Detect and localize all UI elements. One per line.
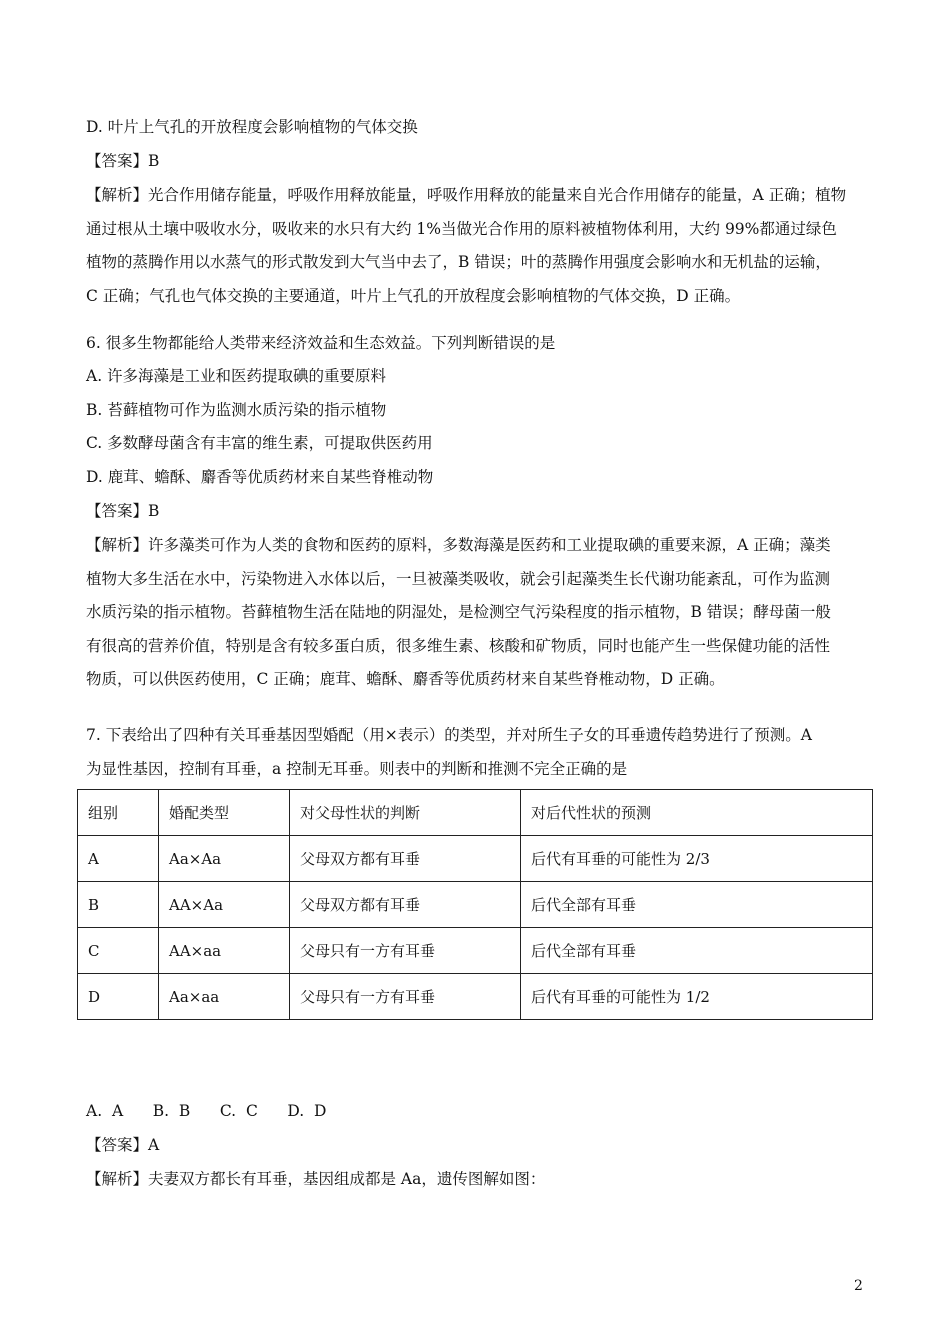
q6-option-c: C. 多数酵母菌含有丰富的维生素，可提取供医药用: [86, 434, 433, 452]
q6-explanation-line: 物质，可以供医药使用，C 正确；鹿茸、蟾酥、麝香等优质药材来自某些脊椎动物，D 正确。: [86, 670, 725, 689]
q7-stem: [86, 719, 876, 786]
table-cell: 后代有耳垂的可能性为 1/2: [521, 974, 873, 1020]
table-header-row: [78, 790, 873, 836]
table-row: [78, 882, 873, 928]
table-header-cell: 婚配类型: [159, 790, 290, 836]
table-row: [78, 928, 873, 974]
q6-explanation-line: 有很高的营养价值，特别是含有较多蛋白质，很多维生素、核酸和矿物质，同时也能产生一些保健功能的活性: [86, 636, 831, 655]
table-cell: Aa×Aa: [159, 836, 290, 882]
table-cell: A: [78, 836, 159, 882]
table-row: [78, 836, 873, 882]
q5-explanation-line: C 正确；气孔也气体交换的主要通道，叶片上气孔的开放程度会影响植物的气体交换，D 正确。: [86, 286, 741, 305]
q5-explanation-line: 植物的蒸腾作用以水蒸气的形式散发到大气当中去了，B 错误；叶的蒸腾作用强度会影响水和无机盐的运输，: [86, 253, 831, 272]
table-header-cell: 对父母性状的判断: [290, 790, 521, 836]
q5-explanation: [86, 179, 876, 313]
table-cell: 父母双方都有耳垂: [290, 882, 521, 928]
q5-answer: 【答案】B: [86, 152, 160, 170]
table-cell: 后代全部有耳垂: [521, 882, 873, 928]
q5-explanation-line: 【解析】光合作用储存能量，呼吸作用释放能量，呼吸作用释放的能量来自光合作用储存的能量，A 正确；植物: [86, 186, 847, 204]
table-cell: 父母只有一方有耳垂: [290, 928, 521, 974]
q6-answer: 【答案】B: [86, 502, 160, 520]
table-cell: 后代全部有耳垂: [521, 928, 873, 974]
q7-stem-line: 为显性基因，控制有耳垂，a 控制无耳垂。则表中的判断和推测不完全正确的是: [86, 759, 628, 778]
table-cell: AA×Aa: [159, 882, 290, 928]
table-row: [78, 974, 873, 1020]
q6-option-b: B. 苔藓植物可作为监测水质污染的指示植物: [86, 401, 387, 419]
q6-explanation-line: 水质污染的指示植物。苔藓植物生活在陆地的阴湿处，是检测空气污染程度的指示植物，B 错误；酵母菌一般: [86, 603, 831, 622]
q6-explanation-line: 【解析】许多藻类可作为人类的食物和医药的原料，多数海藻是医药和工业提取碘的重要来源，A 正确；藻类: [86, 536, 831, 554]
page-number: 2: [854, 1278, 863, 1294]
q6-option-a: A. 许多海藻是工业和医药提取碘的重要原料: [86, 367, 387, 385]
q6-option-d: D. 鹿茸、蟾酥、麝香等优质药材来自某些脊椎动物: [86, 468, 434, 486]
q7-explanation: 【解析】夫妻双方都长有耳垂，基因组成都是 Aa，遗传图解如图：: [86, 1170, 546, 1188]
genotype-table: [77, 789, 873, 1020]
table-cell: D: [78, 974, 159, 1020]
table-header-cell: 组别: [78, 790, 159, 836]
table-cell: B: [78, 882, 159, 928]
q6-explanation-line: 植物大多生活在水中，污染物进入水体以后，一旦被藻类吸收，就会引起藻类生长代谢功能紊乱，可作为监测: [86, 569, 831, 588]
table-cell: Aa×aa: [159, 974, 290, 1020]
q5-option-d: D. 叶片上气孔的开放程度会影响植物的气体交换: [86, 118, 418, 136]
q7-answer: 【答案】A: [86, 1136, 160, 1154]
q7-options: A. A B. B C. C D. D: [86, 1102, 327, 1120]
table-cell: 父母双方都有耳垂: [290, 836, 521, 882]
q6-explanation: [86, 529, 876, 697]
q7-stem-line: 7. 下表给出了四种有关耳垂基因型婚配（用×表示）的类型，并对所生子女的耳垂遗传趋势进行了预测。A: [86, 726, 812, 744]
table-cell: 父母只有一方有耳垂: [290, 974, 521, 1020]
q5-explanation-line: 通过根从土壤中吸收水分，吸收来的水只有大约 1%当做光合作用的原料被植物体利用，大约 99%都通过绿色: [86, 219, 837, 238]
table-cell: C: [78, 928, 159, 974]
table-header-cell: 对后代性状的预测: [521, 790, 873, 836]
table-cell: 后代有耳垂的可能性为 2/3: [521, 836, 873, 882]
table-cell: AA×aa: [159, 928, 290, 974]
q6-stem: 6. 很多生物都能给人类带来经济效益和生态效益。下列判断错误的是: [86, 334, 556, 352]
